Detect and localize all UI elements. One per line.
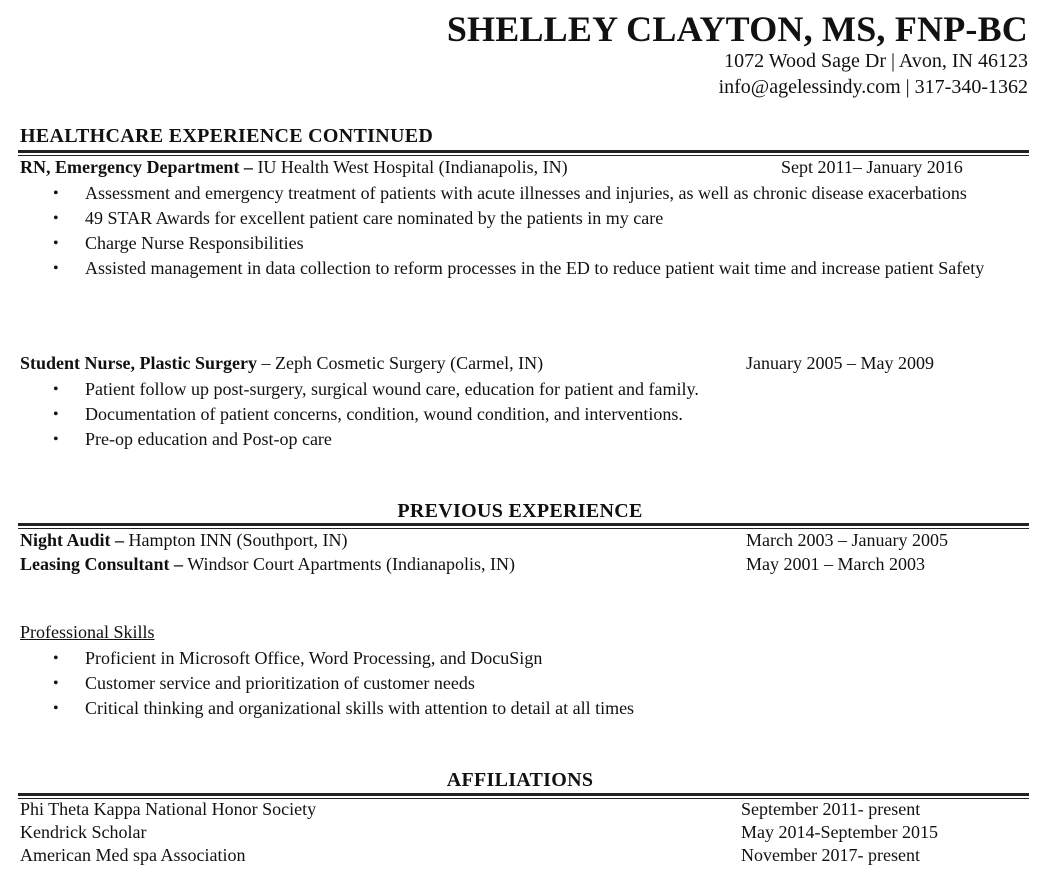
bullet-icon: • [53,210,59,227]
bullet-icon: • [53,185,59,202]
bullet-icon: • [53,381,59,398]
job-employer: – Zeph Cosmetic Surgery (Carmel, IN) [257,353,544,373]
affiliation-name: American Med spa Association [20,845,246,865]
list-item: • 49 STAR Awards for excellent patient care nominated by the patients in my care [20,206,1010,231]
bullet-icon: • [53,650,59,667]
job-line-student-nurse [20,353,543,374]
bullet-icon: • [53,700,59,717]
list-item: • Assessment and emergency treatment of patients with acute illnesses and injuries, as well as chronic disease exacerbations [20,181,1010,206]
job-line-leasing [20,554,515,575]
affiliation-dates: November 2017- present [741,845,920,865]
job-line-rn [20,157,568,178]
section-divider [18,523,1029,529]
job-dates: May 2001 – March 2003 [746,554,925,574]
section-heading-healthcare: HEALTHCARE EXPERIENCE CONTINUED [20,125,434,147]
list-item: • Critical thinking and organizational skills with attention to detail at all times [20,696,1010,721]
job-title: Leasing Consultant – [20,554,184,574]
list-item: • Customer service and prioritization of customer needs [20,671,1010,696]
section-heading-previous: PREVIOUS EXPERIENCE [397,500,643,522]
list-item: • Documentation of patient concerns, condition, wound condition, and interventions. [20,402,1010,427]
contact-line: info@agelessindy.com | 317-340-1362 [718,76,1028,98]
list-item: • Charge Nurse Responsibilities [20,231,1010,256]
job-bullets-rn [20,181,1010,281]
list-item: • Proficient in Microsoft Office, Word Processing, and DocuSign [20,646,1010,671]
job-bullets-student-nurse [20,377,1010,452]
skills-bullets [20,646,1010,721]
job-employer: Hampton INN (Southport, IN) [124,530,348,550]
job-title: Night Audit – [20,530,125,550]
job-title: Student Nurse, Plastic Surgery [20,353,257,373]
job-dates: Sept 2011– January 2016 [781,157,963,177]
job-title: RN, Emergency Department – [20,157,253,177]
bullet-icon: • [53,431,59,448]
list-item: • Patient follow up post-surgery, surgical wound care, education for patient and family. [20,377,1010,402]
affiliation-name: Phi Theta Kappa National Honor Society [20,799,317,819]
bullet-icon: • [53,675,59,692]
bullet-icon: • [53,260,59,277]
list-item: • Pre-op education and Post-op care [20,427,1010,452]
address-line: 1072 Wood Sage Dr | Avon, IN 46123 [724,50,1028,72]
resume-name: SHELLEY CLAYTON, MS, FNP-BC [446,9,1028,49]
job-employer: IU Health West Hospital (Indianapolis, IN) [252,157,568,177]
job-line-night-audit [20,530,348,551]
list-item: • Assisted management in data collection to reform processes in the ED to reduce patient wait time and increase patient Safety [20,256,1010,281]
job-dates: January 2005 – May 2009 [746,353,934,373]
affiliation-dates: May 2014-September 2015 [741,822,938,842]
section-heading-affiliations: AFFILIATIONS [446,769,594,791]
section-divider [18,150,1029,156]
job-employer: Windsor Court Apartments (Indianapolis, IN) [183,554,515,574]
bullet-icon: • [53,406,59,423]
job-dates: March 2003 – January 2005 [746,530,948,550]
bullet-icon: • [53,235,59,252]
affiliation-dates: September 2011- present [741,799,921,819]
affiliation-name: Kendrick Scholar [20,822,147,842]
skills-heading: Professional Skills [20,622,155,642]
